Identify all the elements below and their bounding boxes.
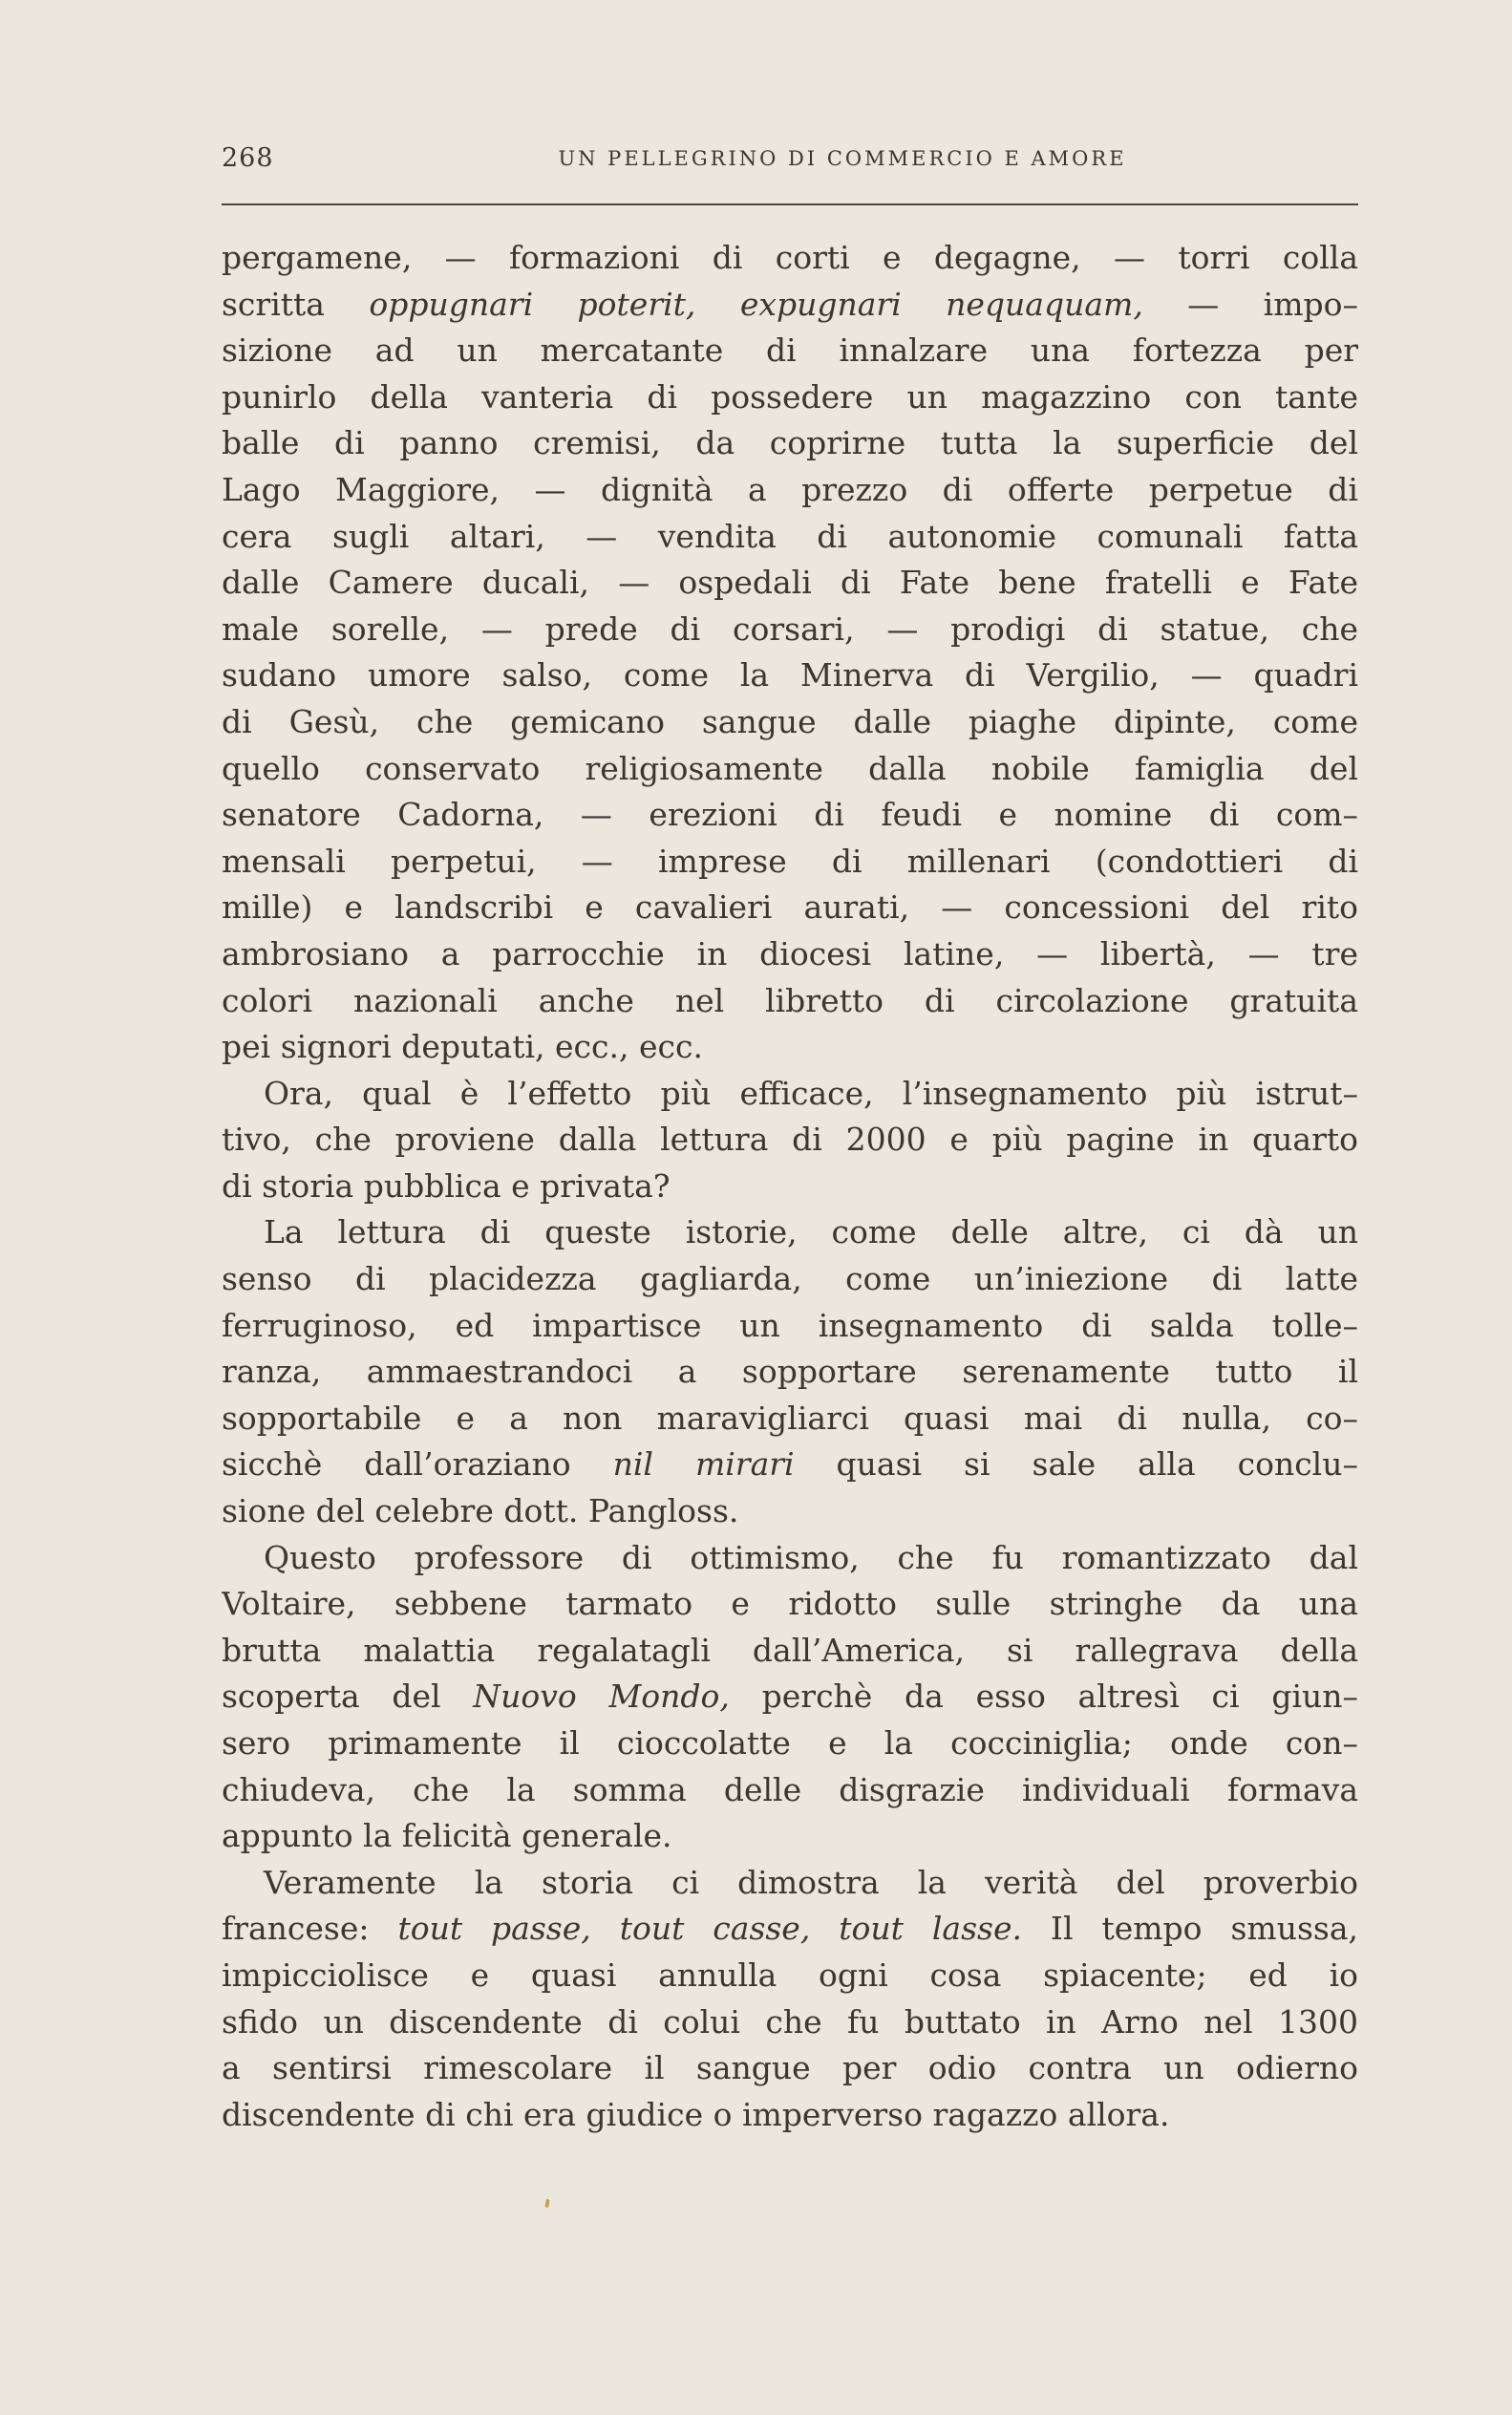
text-line: punirlo della vanteria di possedere un magazzino con tante	[222, 377, 1358, 416]
text-line: balle di panno cremisi, da coprirne tutta la superficie del	[222, 424, 1358, 462]
text-line: sfido un discendente di colui che fu buttato in Arno nel 1300	[222, 2002, 1358, 2041]
italic-latin-phrase: nil mirari	[612, 1445, 795, 1484]
text-line: Questo professore di ottimismo, che fu romantizzato dal	[264, 1538, 1358, 1576]
text-line: di storia pubblica e privata?	[222, 1166, 671, 1205]
text-line: pergamene, — formazioni di corti e degagne, — torri colla	[222, 239, 1358, 276]
text-line: mensali perpetui, — imprese di millenari (condottieri di	[222, 842, 1358, 880]
text-line: tivo, che proviene dalla lettura di 2000 e più pagine in quarto	[222, 1121, 1358, 1159]
text-line: La lettura di queste istorie, come delle altre, ci dà un	[264, 1213, 1358, 1251]
text-line: appunto la felicità generale.	[222, 1817, 672, 1855]
text-line: a sentirsi rimescolare il sangue per odio contra un odierno	[222, 2049, 1358, 2087]
page-header	[222, 143, 1358, 182]
text-line: senatore Cadorna, — erezioni di feudi e nomine di com–	[222, 796, 1358, 834]
text-line: chiudeva, che la somma delle disgrazie individuali formava	[222, 1770, 1358, 1808]
text-line: male sorelle, — prede di corsari, — prodigi di statue, che	[222, 609, 1358, 648]
text-line: quello conservato religiosamente dalla nobile famiglia del	[222, 749, 1358, 787]
text-line: francese: tout passe, tout casse, tout lasse. Il tempo smussa,	[222, 1910, 1358, 1948]
text-line: senso di placidezza gagliarda, come un’iniezione di latte	[222, 1260, 1358, 1298]
text-line: di Gesù, che gemicano sangue dalle piaghe dipinte, come	[222, 702, 1358, 740]
text-line: sicchè dall’oraziano nil mirari quasi si sale alla conclu–	[222, 1445, 1358, 1484]
text-line: Veramente la storia ci dimostra la verità del proverbio	[264, 1863, 1358, 1901]
body-text	[222, 235, 1358, 2138]
italic-latin-phrase: oppugnari poterit, expugnari nequaquam,	[369, 285, 1143, 323]
text-line: scritta oppugnari poterit, expugnari nequaquam, — impo–	[222, 285, 1358, 323]
italic-title: Nuovo Mondo,	[473, 1678, 730, 1716]
paper-speck	[544, 2199, 550, 2209]
italic-french-proverb: tout passe, tout casse, tout lasse.	[397, 1910, 1022, 1948]
running-title: UN PELLEGRINO DI COMMERCIO E AMORE	[558, 147, 1127, 170]
text-line: Voltaire, sebbene tarmato e ridotto sulle stringhe da una	[222, 1585, 1358, 1623]
text-line: brutta malattia regalatagli dall’America, si rallegrava della	[222, 1631, 1358, 1669]
text-line: colori nazionali anche nel libretto di circolazione gratuita	[222, 981, 1358, 1019]
text-line: Ora, qual è l’effetto più efficace, l’insegnamento più istrut–	[264, 1074, 1358, 1112]
text-line: cera sugli altari, — vendita di autonomie comunali fatta	[222, 517, 1358, 555]
text-line: dalle Camere ducali, — ospedali di Fate bene fratelli e Fate	[222, 564, 1358, 602]
text-line: Lago Maggiore, — dignità a prezzo di offerte perpetue di	[222, 470, 1358, 508]
text-line: sizione ad un mercatante di innalzare una fortezza per	[222, 331, 1358, 370]
text-line: ranza, ammaestrandoci a sopportare serenamente tutto il	[222, 1353, 1358, 1391]
text-line: discendente di chi era giudice o imperverso ragazzo allora.	[222, 2095, 1170, 2133]
text-line: sione del celebre dott. Pangloss.	[222, 1492, 739, 1530]
text-line: sopportabile e a non maravigliarci quasi mai di nulla, co–	[222, 1399, 1358, 1437]
text-line: sudano umore salso, come la Minerva di Vergilio, — quadri	[222, 656, 1358, 695]
header-rule	[222, 203, 1358, 205]
text-line: mille) e landscribi e cavalieri aurati, — concessioni del rito	[222, 888, 1358, 927]
text-line: impicciolisce e quasi annulla ogni cosa spiacente; ed io	[222, 1956, 1358, 1994]
text-line: pei signori deputati, ecc., ecc.	[222, 1028, 703, 1066]
text-line: sero primamente il cioccolatte e la cocciniglia; onde con–	[222, 1724, 1358, 1762]
page-number: 268	[222, 143, 274, 173]
text-line: ferruginoso, ed impartisce un insegnamento di salda tolle–	[222, 1306, 1358, 1344]
text-line: ambrosiano a parrocchie in diocesi latine, — libertà, — tre	[222, 934, 1358, 972]
text-line: scoperta del Nuovo Mondo, perchè da esso altresì ci giun–	[222, 1678, 1358, 1716]
